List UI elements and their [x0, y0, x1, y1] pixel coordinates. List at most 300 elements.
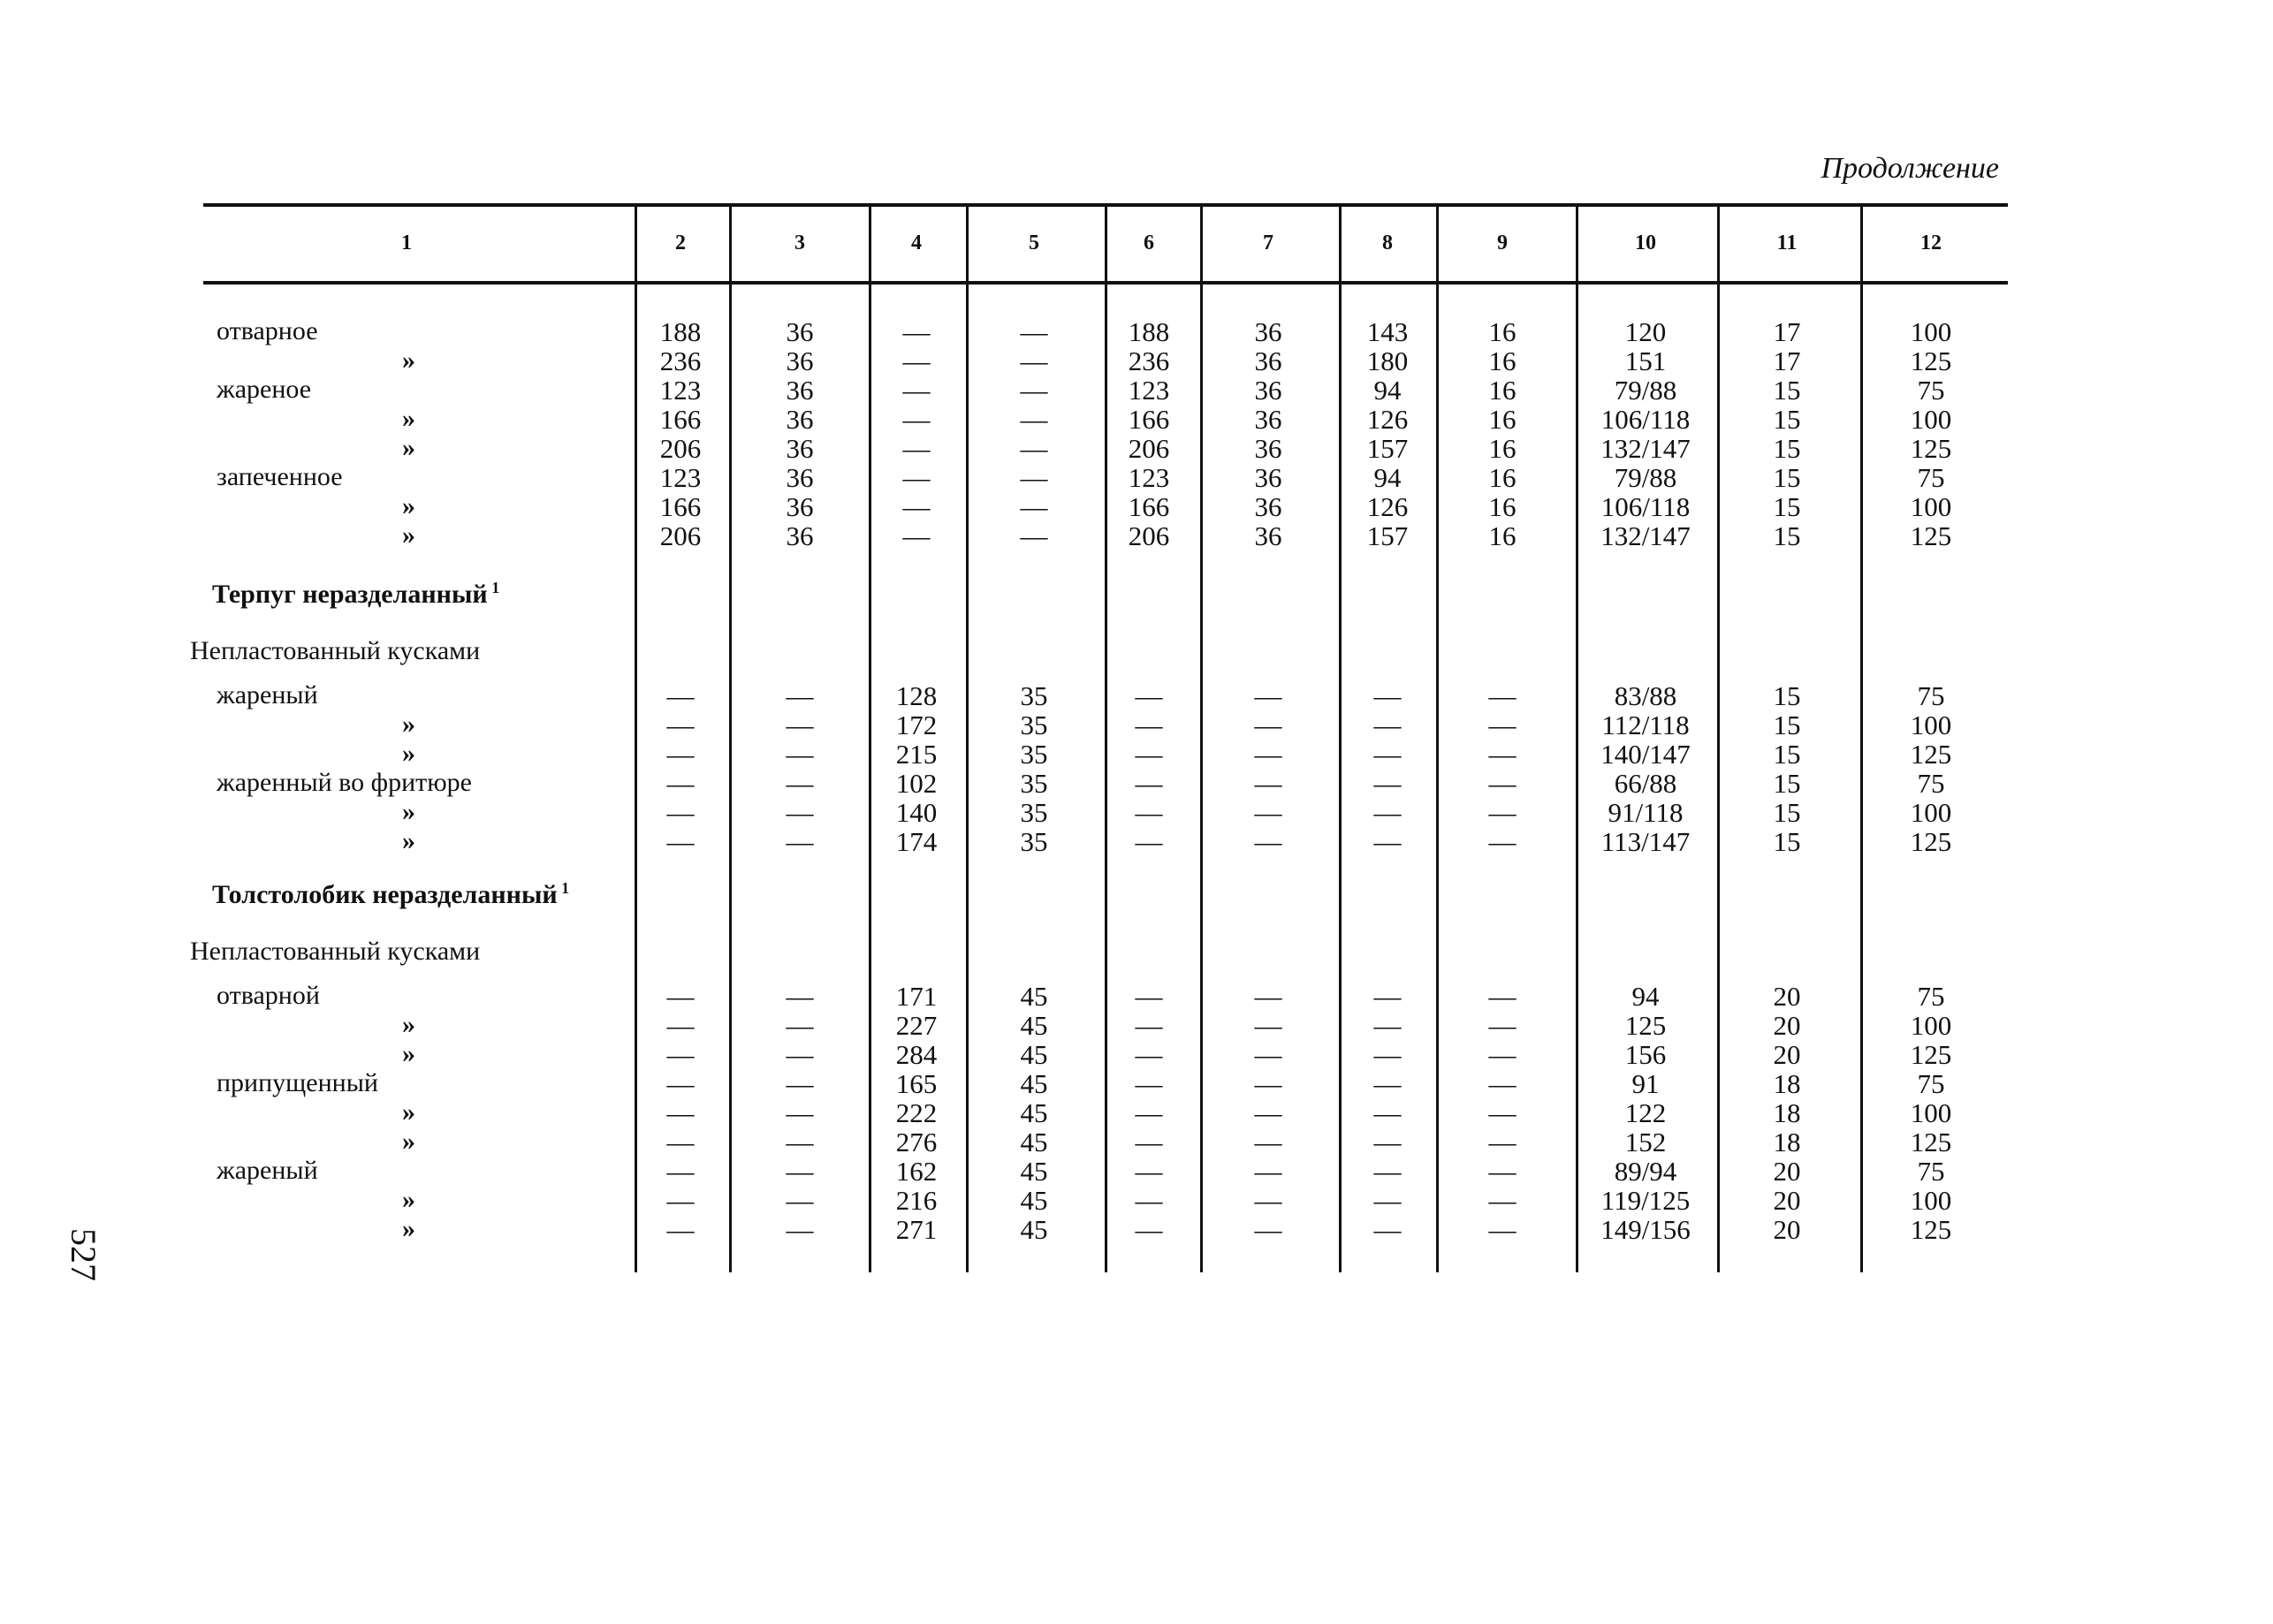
- table-cell: 36: [786, 345, 814, 376]
- table-cell: 15: [1773, 797, 1801, 828]
- table-cell: 151: [1624, 345, 1667, 376]
- table-cell: 36: [786, 316, 814, 347]
- table-cell: 157: [1366, 433, 1409, 464]
- table-cell: 188: [1128, 316, 1170, 347]
- table-cell: —: [1488, 1185, 1517, 1216]
- table-cell: 35: [1020, 826, 1048, 857]
- ditto-mark: »: [402, 345, 415, 375]
- table-cell: 20: [1773, 981, 1801, 1012]
- table-cell: —: [1488, 1127, 1517, 1157]
- table-cell: —: [786, 797, 814, 828]
- table-cell: 123: [1128, 375, 1170, 406]
- table-cell: —: [666, 797, 695, 828]
- table-cell: 140/147: [1600, 739, 1691, 770]
- section-title: Терпуг неразделанный: [212, 580, 488, 609]
- table-cell: —: [786, 981, 814, 1012]
- table-cell: —: [666, 1010, 695, 1041]
- table-cell: —: [1488, 1068, 1517, 1099]
- table-cell: —: [1254, 1097, 1282, 1128]
- column-header-2: 2: [675, 231, 686, 254]
- ditto-mark: »: [402, 1185, 415, 1214]
- table-cell: —: [902, 433, 931, 464]
- table-cell: 15: [1773, 826, 1801, 857]
- row-label: жареное: [217, 375, 312, 404]
- table-cell: 132/147: [1600, 520, 1691, 551]
- table-cell: —: [1020, 491, 1048, 522]
- table-cell: 126: [1366, 491, 1409, 522]
- page-number: 527: [64, 1228, 103, 1281]
- table-cell: —: [666, 768, 695, 799]
- ditto-mark: »: [402, 1010, 415, 1039]
- table-cell: —: [1254, 1185, 1282, 1216]
- column-divider: [1200, 207, 1203, 281]
- column-divider: [635, 207, 637, 281]
- table-cell: —: [1254, 768, 1282, 799]
- table-cell: 128: [895, 680, 938, 711]
- table-cell: 36: [1254, 520, 1282, 551]
- table-cell: 125: [1910, 433, 1952, 464]
- table-cell: —: [902, 491, 931, 522]
- table-cell: 91/118: [1608, 797, 1684, 828]
- table-cell: 36: [786, 462, 814, 493]
- table-cell: 15: [1773, 433, 1801, 464]
- table-cell: 75: [1917, 981, 1945, 1012]
- table-cell: 36: [1254, 404, 1282, 435]
- table-cell: —: [1135, 826, 1163, 857]
- column-header-6: 6: [1144, 231, 1154, 254]
- table-cell: —: [786, 710, 814, 740]
- ditto-mark: »: [402, 826, 415, 855]
- table-cell: —: [666, 1156, 695, 1187]
- table-cell: —: [786, 1010, 814, 1041]
- table-cell: 125: [1910, 1127, 1952, 1157]
- ditto-mark: »: [402, 1127, 415, 1156]
- table-cell: 16: [1488, 404, 1517, 435]
- table-cell: 143: [1366, 316, 1409, 347]
- table-cell: 100: [1910, 404, 1952, 435]
- table-cell: 89/94: [1614, 1156, 1677, 1187]
- table-cell: —: [1488, 680, 1517, 711]
- column-divider: [869, 285, 871, 1272]
- table-cell: 75: [1917, 1068, 1945, 1099]
- table-cell: 125: [1910, 345, 1952, 376]
- ditto-mark: »: [402, 739, 415, 768]
- row-label: припущенный: [217, 1068, 378, 1097]
- table-cell: 215: [895, 739, 938, 770]
- table-cell: —: [1020, 345, 1048, 376]
- table-cell: —: [1135, 1010, 1163, 1041]
- table-cell: 100: [1910, 1010, 1952, 1041]
- table-cell: 140: [895, 797, 938, 828]
- table-cell: 180: [1366, 345, 1409, 376]
- table-cell: 45: [1020, 1039, 1048, 1070]
- column-divider: [729, 207, 732, 281]
- table-cell: 206: [659, 433, 702, 464]
- table-cell: 20: [1773, 1156, 1801, 1187]
- table-cell: 113/147: [1600, 826, 1691, 857]
- table-cell: 125: [1910, 520, 1952, 551]
- table-cell: 45: [1020, 1010, 1048, 1041]
- column-header-10: 10: [1635, 231, 1656, 254]
- table-cell: —: [1373, 1156, 1402, 1187]
- column-divider: [1717, 207, 1720, 281]
- column-divider: [1717, 285, 1720, 1272]
- table-cell: —: [666, 826, 695, 857]
- column-divider: [1436, 207, 1439, 281]
- table-cell: 236: [1128, 345, 1170, 376]
- column-header-8: 8: [1382, 231, 1393, 254]
- table-cell: 45: [1020, 1127, 1048, 1157]
- section-heading: [212, 579, 499, 610]
- table-cell: —: [666, 1185, 695, 1216]
- section-heading: [212, 879, 569, 910]
- table-cell: 35: [1020, 768, 1048, 799]
- table-cell: 172: [895, 710, 938, 740]
- table-cell: —: [1254, 826, 1282, 857]
- table-cell: 20: [1773, 1039, 1801, 1070]
- table-cell: 20: [1773, 1185, 1801, 1216]
- table-cell: —: [1254, 1068, 1282, 1099]
- column-divider: [1860, 285, 1863, 1272]
- table-cell: 271: [895, 1214, 938, 1245]
- table-cell: 35: [1020, 680, 1048, 711]
- row-label: жаренный во фритюре: [217, 768, 472, 797]
- table-cell: 119/125: [1600, 1185, 1691, 1216]
- table-cell: —: [1373, 1068, 1402, 1099]
- table-cell: 106/118: [1600, 491, 1691, 522]
- table-cell: 17: [1773, 345, 1801, 376]
- table-cell: 35: [1020, 797, 1048, 828]
- table-cell: 45: [1020, 1185, 1048, 1216]
- table-cell: 45: [1020, 1214, 1048, 1245]
- table-cell: —: [1373, 739, 1402, 770]
- table-cell: —: [1373, 797, 1402, 828]
- table-cell: —: [1373, 1097, 1402, 1128]
- row-label: запеченное: [217, 462, 343, 491]
- table-cell: —: [1373, 1039, 1402, 1070]
- table-cell: —: [786, 826, 814, 857]
- table-cell: —: [1254, 1039, 1282, 1070]
- column-header-5: 5: [1029, 231, 1039, 254]
- table-cell: 165: [895, 1068, 938, 1099]
- ditto-mark: »: [402, 491, 415, 520]
- table-cell: —: [902, 375, 931, 406]
- table-cell: —: [1020, 375, 1048, 406]
- table-cell: 75: [1917, 680, 1945, 711]
- table-cell: 15: [1773, 710, 1801, 740]
- table-cell: 15: [1773, 491, 1801, 522]
- table-cell: 45: [1020, 1068, 1048, 1099]
- column-header-3: 3: [794, 231, 805, 254]
- table-cell: —: [1135, 981, 1163, 1012]
- table-cell: 166: [1128, 404, 1170, 435]
- table-cell: 100: [1910, 797, 1952, 828]
- column-divider: [869, 207, 871, 281]
- table-cell: 36: [786, 375, 814, 406]
- table-cell: 36: [1254, 491, 1282, 522]
- table-cell: —: [1020, 462, 1048, 493]
- table-cell: 36: [786, 491, 814, 522]
- section-title: Толстолобик неразделанный: [212, 880, 558, 909]
- column-header-1: 1: [401, 231, 412, 254]
- table-cell: 45: [1020, 1097, 1048, 1128]
- column-header-4: 4: [911, 231, 922, 254]
- table-cell: 125: [1910, 826, 1952, 857]
- table-cell: 125: [1624, 1010, 1667, 1041]
- table-cell: —: [1254, 680, 1282, 711]
- table-cell: —: [1488, 797, 1517, 828]
- table-cell: 83/88: [1614, 680, 1677, 711]
- column-divider: [1200, 285, 1203, 1272]
- table-cell: 125: [1910, 1214, 1952, 1245]
- table-cell: —: [1254, 1156, 1282, 1187]
- table-cell: —: [666, 981, 695, 1012]
- table-cell: —: [1488, 768, 1517, 799]
- table-cell: —: [1373, 768, 1402, 799]
- table-cell: —: [666, 710, 695, 740]
- table-cell: —: [1135, 1039, 1163, 1070]
- table-cell: —: [666, 1068, 695, 1099]
- table-cell: —: [666, 680, 695, 711]
- table-cell: 126: [1366, 404, 1409, 435]
- table-cell: 152: [1624, 1127, 1667, 1157]
- table-cell: 222: [895, 1097, 938, 1128]
- table-cell: —: [1135, 1156, 1163, 1187]
- table-cell: 36: [1254, 316, 1282, 347]
- row-label: отварное: [217, 316, 318, 345]
- table-cell: —: [1373, 981, 1402, 1012]
- table-cell: 15: [1773, 520, 1801, 551]
- table-cell: —: [1488, 826, 1517, 857]
- table-cell: 16: [1488, 375, 1517, 406]
- table-cell: 15: [1773, 680, 1801, 711]
- table-cell: —: [1373, 1010, 1402, 1041]
- table-cell: 166: [659, 491, 702, 522]
- table-cell: —: [786, 768, 814, 799]
- table-cell: 149/156: [1600, 1214, 1691, 1245]
- ditto-mark: »: [402, 710, 415, 739]
- column-divider: [1436, 285, 1439, 1272]
- table-cell: —: [1373, 1214, 1402, 1245]
- table-cell: 36: [786, 520, 814, 551]
- footnote-marker: 1: [487, 579, 500, 596]
- table-cell: 35: [1020, 710, 1048, 740]
- table-cell: 36: [1254, 433, 1282, 464]
- column-header-7: 7: [1263, 231, 1273, 254]
- table-cell: 162: [895, 1156, 938, 1187]
- table-cell: —: [1373, 1127, 1402, 1157]
- column-divider: [1576, 207, 1578, 281]
- table-cell: 166: [1128, 491, 1170, 522]
- table-cell: —: [1488, 1097, 1517, 1128]
- row-label: жареный: [217, 680, 318, 710]
- table-cell: 20: [1773, 1010, 1801, 1041]
- table-cell: —: [786, 1156, 814, 1187]
- table-cell: 174: [895, 826, 938, 857]
- column-divider: [1576, 285, 1578, 1272]
- table-cell: —: [786, 1127, 814, 1157]
- table-cell: 15: [1773, 404, 1801, 435]
- table-cell: 75: [1917, 1156, 1945, 1187]
- table-cell: —: [1020, 520, 1048, 551]
- table-cell: —: [1020, 433, 1048, 464]
- table-cell: 45: [1020, 981, 1048, 1012]
- table-cell: 20: [1773, 1214, 1801, 1245]
- table-cell: —: [902, 520, 931, 551]
- column-header-12: 12: [1920, 231, 1942, 254]
- row-label: жареный: [217, 1156, 318, 1185]
- table-cell: 102: [895, 768, 938, 799]
- table-cell: 16: [1488, 491, 1517, 522]
- table-cell: 123: [659, 375, 702, 406]
- subheading: Непластованный кусками: [190, 937, 481, 966]
- table-cell: 120: [1624, 316, 1667, 347]
- table-cell: —: [786, 1039, 814, 1070]
- table-cell: 216: [895, 1185, 938, 1216]
- table-cell: —: [786, 739, 814, 770]
- table-cell: 16: [1488, 433, 1517, 464]
- column-header-9: 9: [1497, 231, 1508, 254]
- table-cell: —: [1488, 1039, 1517, 1070]
- table-cell: —: [786, 1185, 814, 1216]
- ditto-mark: »: [402, 433, 415, 462]
- table-cell: —: [1020, 316, 1048, 347]
- table-cell: —: [1254, 710, 1282, 740]
- table-cell: 100: [1910, 316, 1952, 347]
- table-cell: —: [1254, 1010, 1282, 1041]
- table-cell: —: [1373, 680, 1402, 711]
- table-cell: 15: [1773, 375, 1801, 406]
- table-cell: 206: [659, 520, 702, 551]
- table-cell: —: [1373, 710, 1402, 740]
- table-cell: 18: [1773, 1097, 1801, 1128]
- table-cell: 125: [1910, 739, 1952, 770]
- column-divider: [635, 285, 637, 1272]
- table-cell: —: [1135, 680, 1163, 711]
- subheading: Непластованный кусками: [190, 636, 481, 665]
- table-cell: 79/88: [1614, 375, 1677, 406]
- column-divider: [1105, 207, 1107, 281]
- table-cell: —: [666, 1039, 695, 1070]
- table-cell: 236: [659, 345, 702, 376]
- table-cell: 206: [1128, 433, 1170, 464]
- table-cell: —: [666, 1097, 695, 1128]
- table-cell: —: [1135, 710, 1163, 740]
- table-cell: 156: [1624, 1039, 1667, 1070]
- table-cell: —: [1488, 1214, 1517, 1245]
- table-cell: 15: [1773, 462, 1801, 493]
- table-cell: 75: [1917, 768, 1945, 799]
- table-cell: 35: [1020, 739, 1048, 770]
- table-cell: —: [1373, 1185, 1402, 1216]
- table-cell: —: [786, 1068, 814, 1099]
- table-cell: —: [786, 680, 814, 711]
- ditto-mark: »: [402, 1039, 415, 1068]
- table-cell: 45: [1020, 1156, 1048, 1187]
- column-divider: [966, 207, 969, 281]
- table-cell: —: [666, 739, 695, 770]
- ditto-mark: »: [402, 1214, 415, 1243]
- table-cell: 206: [1128, 520, 1170, 551]
- table-cell: —: [1135, 1214, 1163, 1245]
- table-cell: —: [1254, 1214, 1282, 1245]
- column-divider: [966, 285, 969, 1272]
- table-cell: 157: [1366, 520, 1409, 551]
- column-header-11: 11: [1776, 231, 1798, 254]
- table-cell: —: [1135, 768, 1163, 799]
- table-cell: —: [1488, 981, 1517, 1012]
- table-cell: 17: [1773, 316, 1801, 347]
- footnote-marker: 1: [557, 879, 570, 897]
- table-cell: 91: [1631, 1068, 1660, 1099]
- table-cell: 15: [1773, 739, 1801, 770]
- table-cell: 123: [1128, 462, 1170, 493]
- table-cell: —: [1488, 739, 1517, 770]
- table-cell: 284: [895, 1039, 938, 1070]
- table-cell: 125: [1910, 1039, 1952, 1070]
- table-cell: —: [1488, 710, 1517, 740]
- table-cell: 15: [1773, 768, 1801, 799]
- table-cell: 36: [1254, 462, 1282, 493]
- table-cell: 16: [1488, 520, 1517, 551]
- table-cell: 100: [1910, 491, 1952, 522]
- table-cell: —: [1135, 1185, 1163, 1216]
- table-cell: 100: [1910, 1097, 1952, 1128]
- row-label: отварной: [217, 981, 320, 1010]
- table-cell: —: [1254, 797, 1282, 828]
- column-divider: [1860, 207, 1863, 281]
- table-cell: 16: [1488, 345, 1517, 376]
- table-cell: 18: [1773, 1068, 1801, 1099]
- table-cell: —: [1135, 1068, 1163, 1099]
- table-cell: 75: [1917, 375, 1945, 406]
- table-cell: —: [666, 1214, 695, 1245]
- table-cell: 16: [1488, 462, 1517, 493]
- table-cell: 79/88: [1614, 462, 1677, 493]
- table-cell: —: [1135, 1097, 1163, 1128]
- table-cell: 100: [1910, 710, 1952, 740]
- table-cell: 36: [1254, 345, 1282, 376]
- table-cell: 188: [659, 316, 702, 347]
- table-cell: 227: [895, 1010, 938, 1041]
- table-cell: 94: [1373, 375, 1402, 406]
- table-cell: 122: [1624, 1097, 1667, 1128]
- table-cell: —: [1488, 1010, 1517, 1041]
- table-cell: 18: [1773, 1127, 1801, 1157]
- table-cell: 94: [1631, 981, 1660, 1012]
- table-cell: —: [1135, 1127, 1163, 1157]
- table-cell: —: [1135, 797, 1163, 828]
- table-cell: —: [902, 404, 931, 435]
- table-cell: —: [902, 316, 931, 347]
- table-cell: 106/118: [1600, 404, 1691, 435]
- table-cell: 166: [659, 404, 702, 435]
- table-cell: 276: [895, 1127, 938, 1157]
- table-cell: 75: [1917, 462, 1945, 493]
- ditto-mark: »: [402, 404, 415, 433]
- ditto-mark: »: [402, 797, 415, 826]
- table-cell: —: [1254, 739, 1282, 770]
- table-cell: —: [1135, 739, 1163, 770]
- table-cell: 94: [1373, 462, 1402, 493]
- table-cell: 36: [786, 433, 814, 464]
- column-divider: [729, 285, 732, 1272]
- table-cell: —: [1488, 1156, 1517, 1187]
- table-cell: 112/118: [1601, 710, 1690, 740]
- column-divider: [1105, 285, 1107, 1272]
- table-cell: —: [786, 1097, 814, 1128]
- table-cell: —: [786, 1214, 814, 1245]
